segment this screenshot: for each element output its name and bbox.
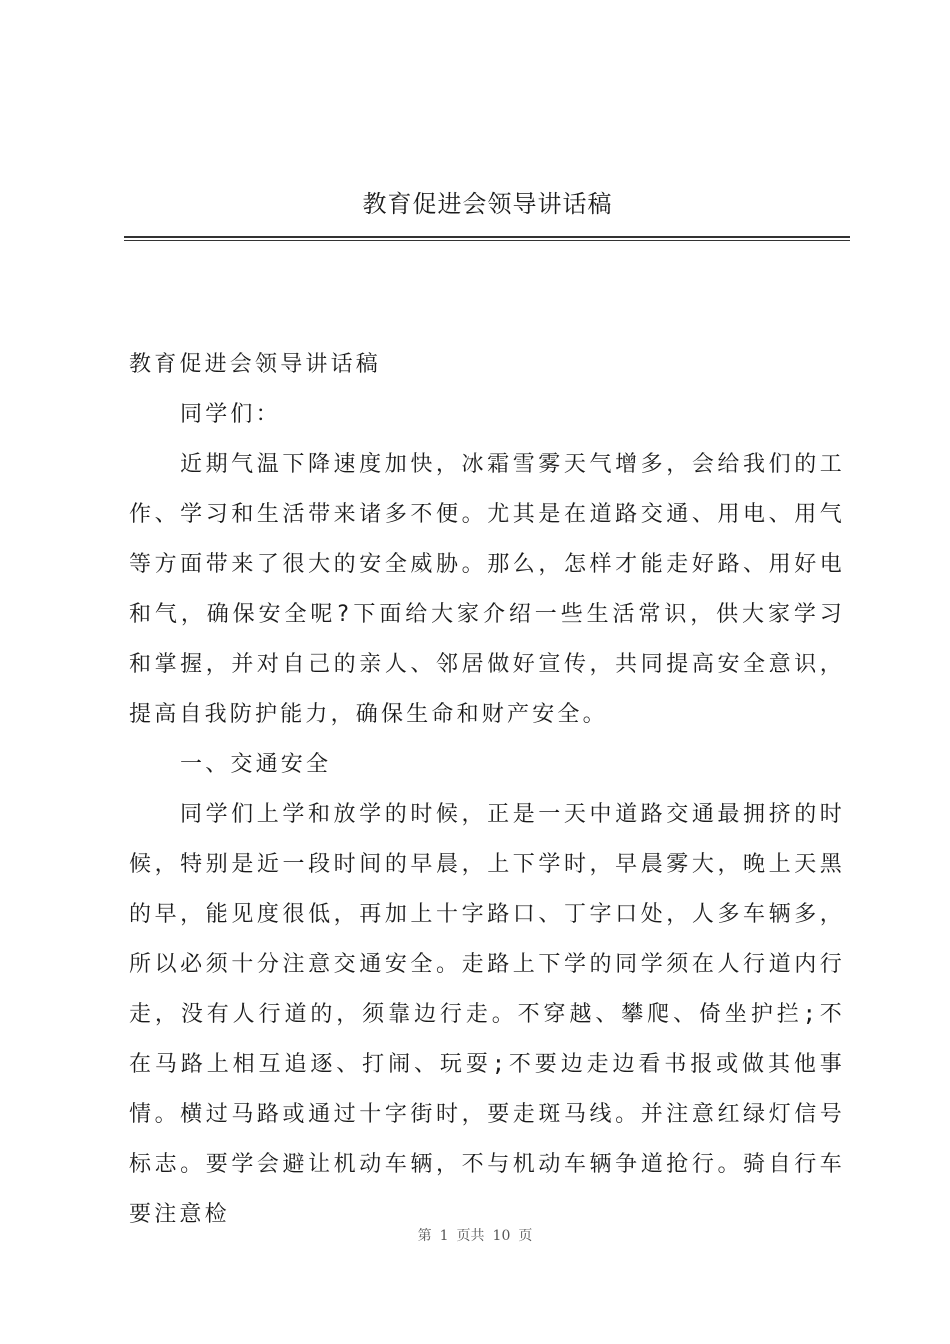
footer-middle: 页共 bbox=[456, 1228, 485, 1244]
footer-page-number: 1 bbox=[439, 1228, 449, 1244]
footer-suffix: 页 bbox=[518, 1228, 533, 1244]
salutation: 同学们： bbox=[180, 402, 281, 427]
header-title: 教育促进会领导讲话稿 bbox=[362, 190, 613, 218]
header-divider bbox=[124, 236, 850, 241]
footer-total-pages: 10 bbox=[492, 1228, 511, 1244]
section-heading-traffic-safety: 一、交通安全 bbox=[180, 752, 332, 777]
page-footer bbox=[0, 1226, 950, 1246]
footer-prefix: 第 bbox=[417, 1228, 432, 1244]
document-body bbox=[129, 340, 845, 1240]
paragraph-intro: 近期气温下降速度加快，冰霜雪雾天气增多，会给我们的工作、学习和生活带来诸多不便。尤其是在道路交通、用电、用气等方面带来了很大的安全威胁。那么，怎样才能走好路、用好电和气，确保安全呢?下面给大家介绍一些生活常识，供大家学习和掌握，并对自己的亲人、邻居做好宣传，共同提高安全意识，提高自我防护能力，确保生命和财产安全。 bbox=[129, 452, 845, 727]
paragraph-traffic-safety: 同学们上学和放学的时候，正是一天中道路交通最拥挤的时候，特别是近一段时间的早晨，上下学时，早晨雾大，晚上天黑的早，能见度很低，再加上十字路口、丁字口处，人多车辆多，所以必须十分注意交通安全。走路上下学的同学须在人行道内行走，没有人行道的，须靠边行走。不穿越、攀爬、倚坐护拦;不在马路上相互追逐、打闹、玩耍;不要边走边看书报或做其他事情。横过马路或通过十字街时，要走斑马线。并注意红绿灯信号标志。要学会避让机动车辆，不与机动车辆争道抢行。骑自行车要注意检 bbox=[129, 802, 845, 1227]
document-title: 教育促进会领导讲话稿 bbox=[129, 352, 382, 377]
